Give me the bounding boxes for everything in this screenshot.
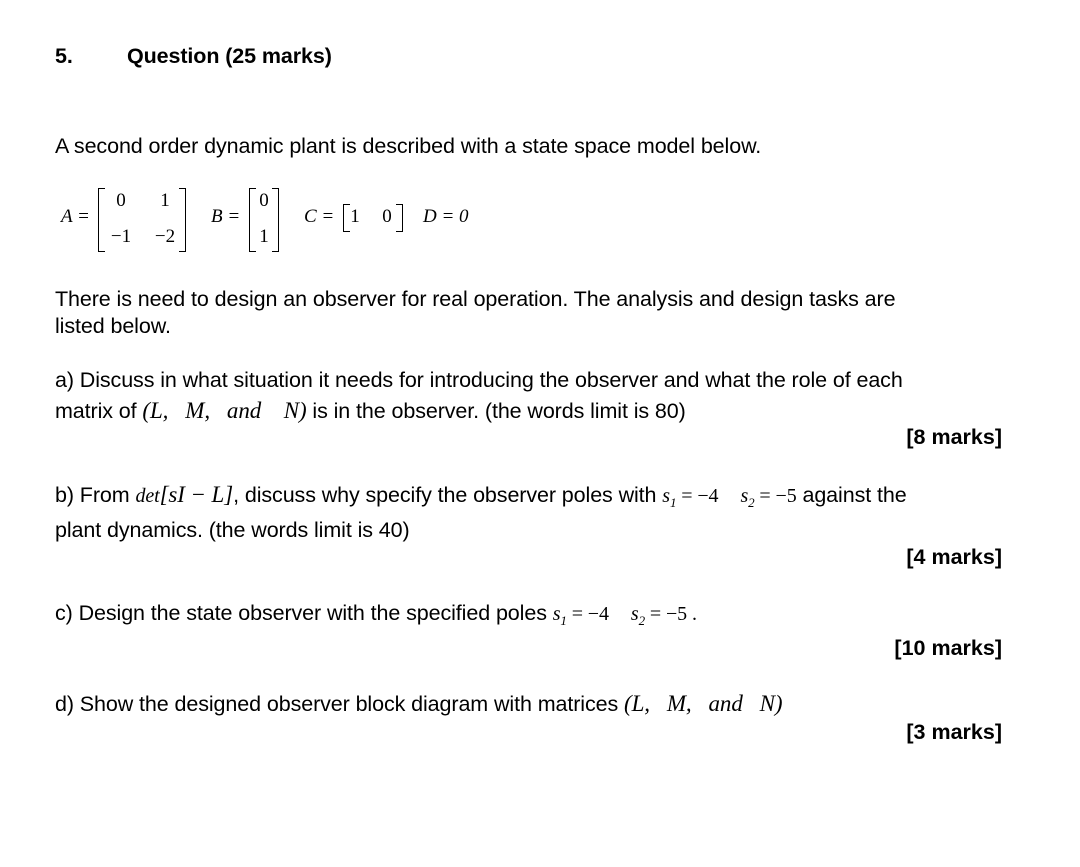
part-d-math: (L, M, and N) <box>624 691 783 716</box>
pole-sub: 1 <box>669 495 677 510</box>
pole-var: s <box>662 485 670 507</box>
matrix-b-cell: 1 <box>259 226 269 247</box>
part-c-line <box>55 601 697 626</box>
pole-val: = −5 . <box>644 603 697 625</box>
part-b-line1 <box>55 482 907 508</box>
part-a-suffix: is in the observer. (the words limit is 80) <box>306 399 686 423</box>
matrix-a-left-bracket <box>98 188 105 252</box>
matrix-c-right-bracket <box>396 204 403 232</box>
need-text-line1: There is need to design an observer for real operation. The analysis and design tasks are <box>55 287 896 311</box>
part-a-line2 <box>55 398 686 424</box>
matrix-c-label: C = <box>304 206 335 227</box>
part-b-pole1 <box>662 485 719 510</box>
matrix-a-cell: −1 <box>110 226 132 247</box>
pole-var: s <box>552 603 561 625</box>
part-c-marks: [10 marks] <box>894 636 1002 660</box>
pole-var: s <box>630 603 639 625</box>
matrix-a-cell: −2 <box>154 226 176 247</box>
part-b-det: det <box>135 485 160 507</box>
part-d-marks: [3 marks] <box>906 720 1002 744</box>
part-a-line1: a) Discuss in what situation it needs for introducing the observer and what the role of each <box>55 368 903 392</box>
matrix-c-cell: 0 <box>382 206 392 227</box>
part-b-prefix: b) From <box>55 483 136 507</box>
part-b-det-arg: [sI − L] <box>159 482 234 507</box>
matrix-d-label: D = 0 <box>423 206 469 227</box>
need-text-line2: listed below. <box>55 314 171 338</box>
part-a-math: (L, M, and N) <box>142 398 307 423</box>
pole-val: = −4 <box>676 485 719 507</box>
matrix-b-cell: 0 <box>259 190 269 211</box>
part-b-line2: plant dynamics. (the words limit is 40) <box>55 518 410 542</box>
part-b-suffix: against the <box>796 483 907 507</box>
part-b-marks: [4 marks] <box>906 545 1002 569</box>
question-number: 5. <box>55 44 73 68</box>
matrix-c-cell: 1 <box>350 206 360 227</box>
part-b-pole2 <box>740 485 797 510</box>
pole-sub: 2 <box>638 613 645 628</box>
pole-val: = −5 <box>754 485 797 507</box>
part-a-prefix: matrix of <box>55 399 143 423</box>
question-title: Question (25 marks) <box>127 44 332 68</box>
matrix-b-left-bracket <box>249 188 256 252</box>
pole-sub: 1 <box>560 613 567 628</box>
part-c-pole2 <box>630 603 697 628</box>
matrix-a-cell: 1 <box>160 190 170 211</box>
pole-var: s <box>740 485 749 507</box>
matrix-b-label: B = <box>211 206 241 227</box>
part-b-middle: , discuss why specify the observer poles with <box>233 483 663 507</box>
matrix-a-cell: 0 <box>116 190 126 211</box>
pole-sub: 2 <box>748 495 755 510</box>
matrix-a-label: A = <box>61 206 90 227</box>
intro-text: A second order dynamic plant is described with a state space model below. <box>55 134 762 158</box>
part-c-pole1 <box>552 603 609 628</box>
matrix-a-right-bracket <box>179 188 186 252</box>
part-d-line <box>55 691 782 717</box>
part-d-prefix: d) Show the designed observer block diagram with matrices <box>55 692 625 716</box>
part-c-prefix: c) Design the state observer with the specified poles <box>55 601 553 625</box>
matrix-b-right-bracket <box>272 188 279 252</box>
part-a-marks: [8 marks] <box>906 425 1002 449</box>
pole-val: = −4 <box>566 603 609 625</box>
